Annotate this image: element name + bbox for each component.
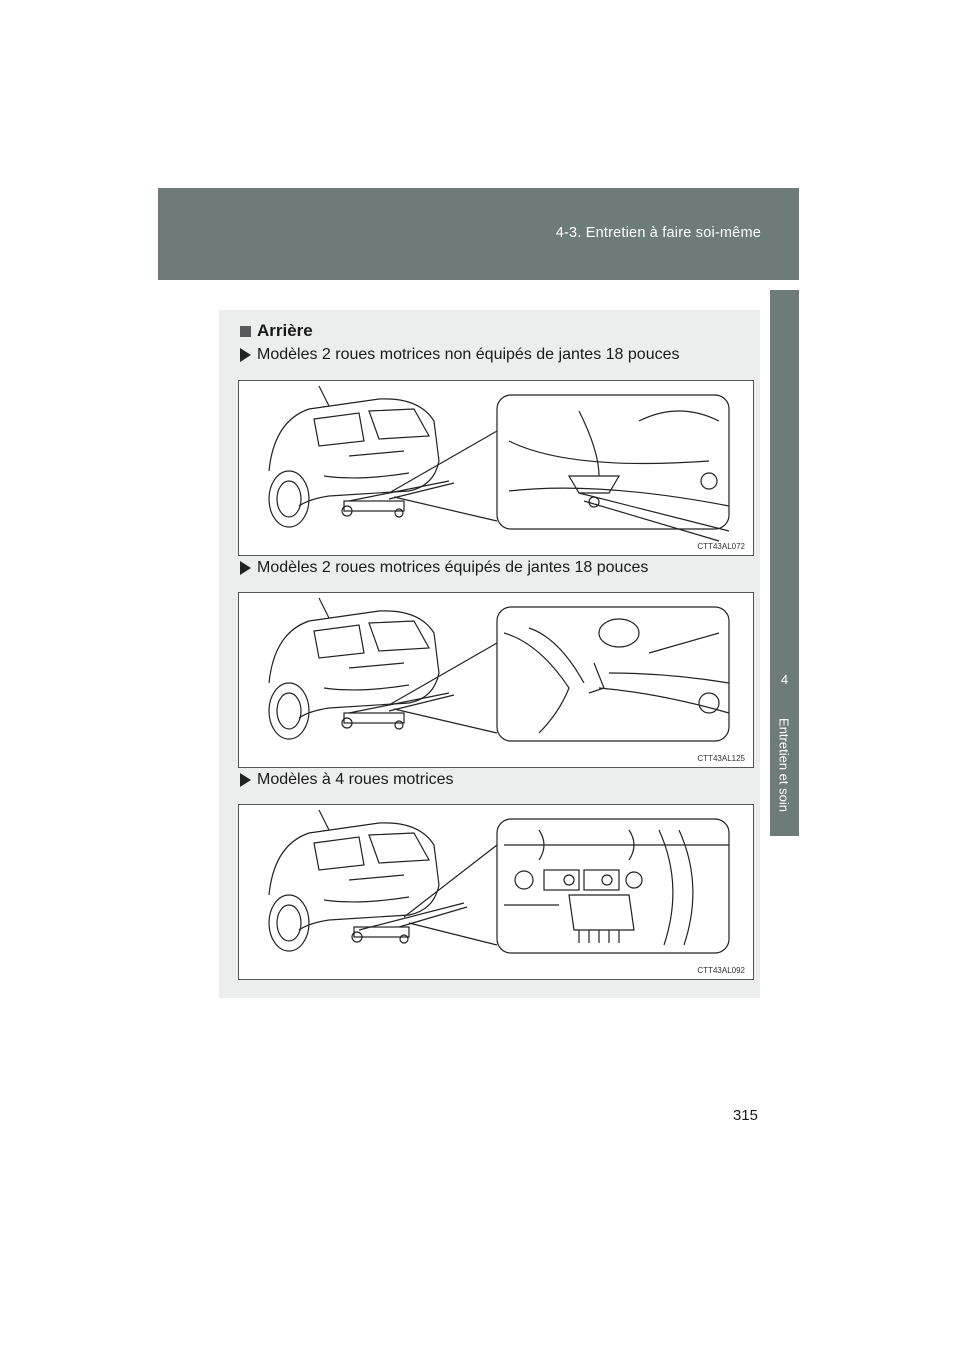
- section-heading-text: Arrière: [257, 321, 313, 340]
- car-jack-rear-illustration: [239, 593, 753, 767]
- car-jack-rear-illustration: [239, 805, 753, 979]
- item-label-row: [240, 771, 454, 789]
- arrow-bullet-icon: [240, 773, 251, 787]
- page-number: 315: [732, 1107, 758, 1124]
- figure-code: CTT43AL072: [697, 542, 745, 551]
- chapter-header-band: [158, 188, 799, 280]
- chapter-side-tab: [770, 290, 799, 836]
- arrow-bullet-icon: [240, 348, 251, 362]
- figure-code: CTT43AL092: [697, 966, 745, 975]
- item-label: Modèles 2 roues motrices non équipés de jantes 18 pouces: [257, 346, 680, 363]
- arrow-bullet-icon: [240, 561, 251, 575]
- illustration-figure: [238, 804, 754, 980]
- section-title: 4-3. Entretien à faire soi-même: [555, 225, 761, 241]
- chapter-number: 4: [780, 672, 789, 687]
- illustration-figure: [238, 592, 754, 768]
- car-jack-rear-illustration: [239, 381, 753, 555]
- illustration-figure: [238, 380, 754, 556]
- square-bullet-icon: [240, 326, 251, 337]
- figure-code: CTT43AL125: [697, 754, 745, 763]
- item-label: Modèles 2 roues motrices équipés de jantes 18 pouces: [257, 559, 649, 576]
- chapter-label: Entretien et soin: [776, 718, 792, 812]
- item-label-row: [240, 346, 679, 364]
- item-label-row: [240, 559, 648, 577]
- section-heading: [240, 321, 313, 341]
- item-label: Modèles à 4 roues motrices: [257, 771, 454, 788]
